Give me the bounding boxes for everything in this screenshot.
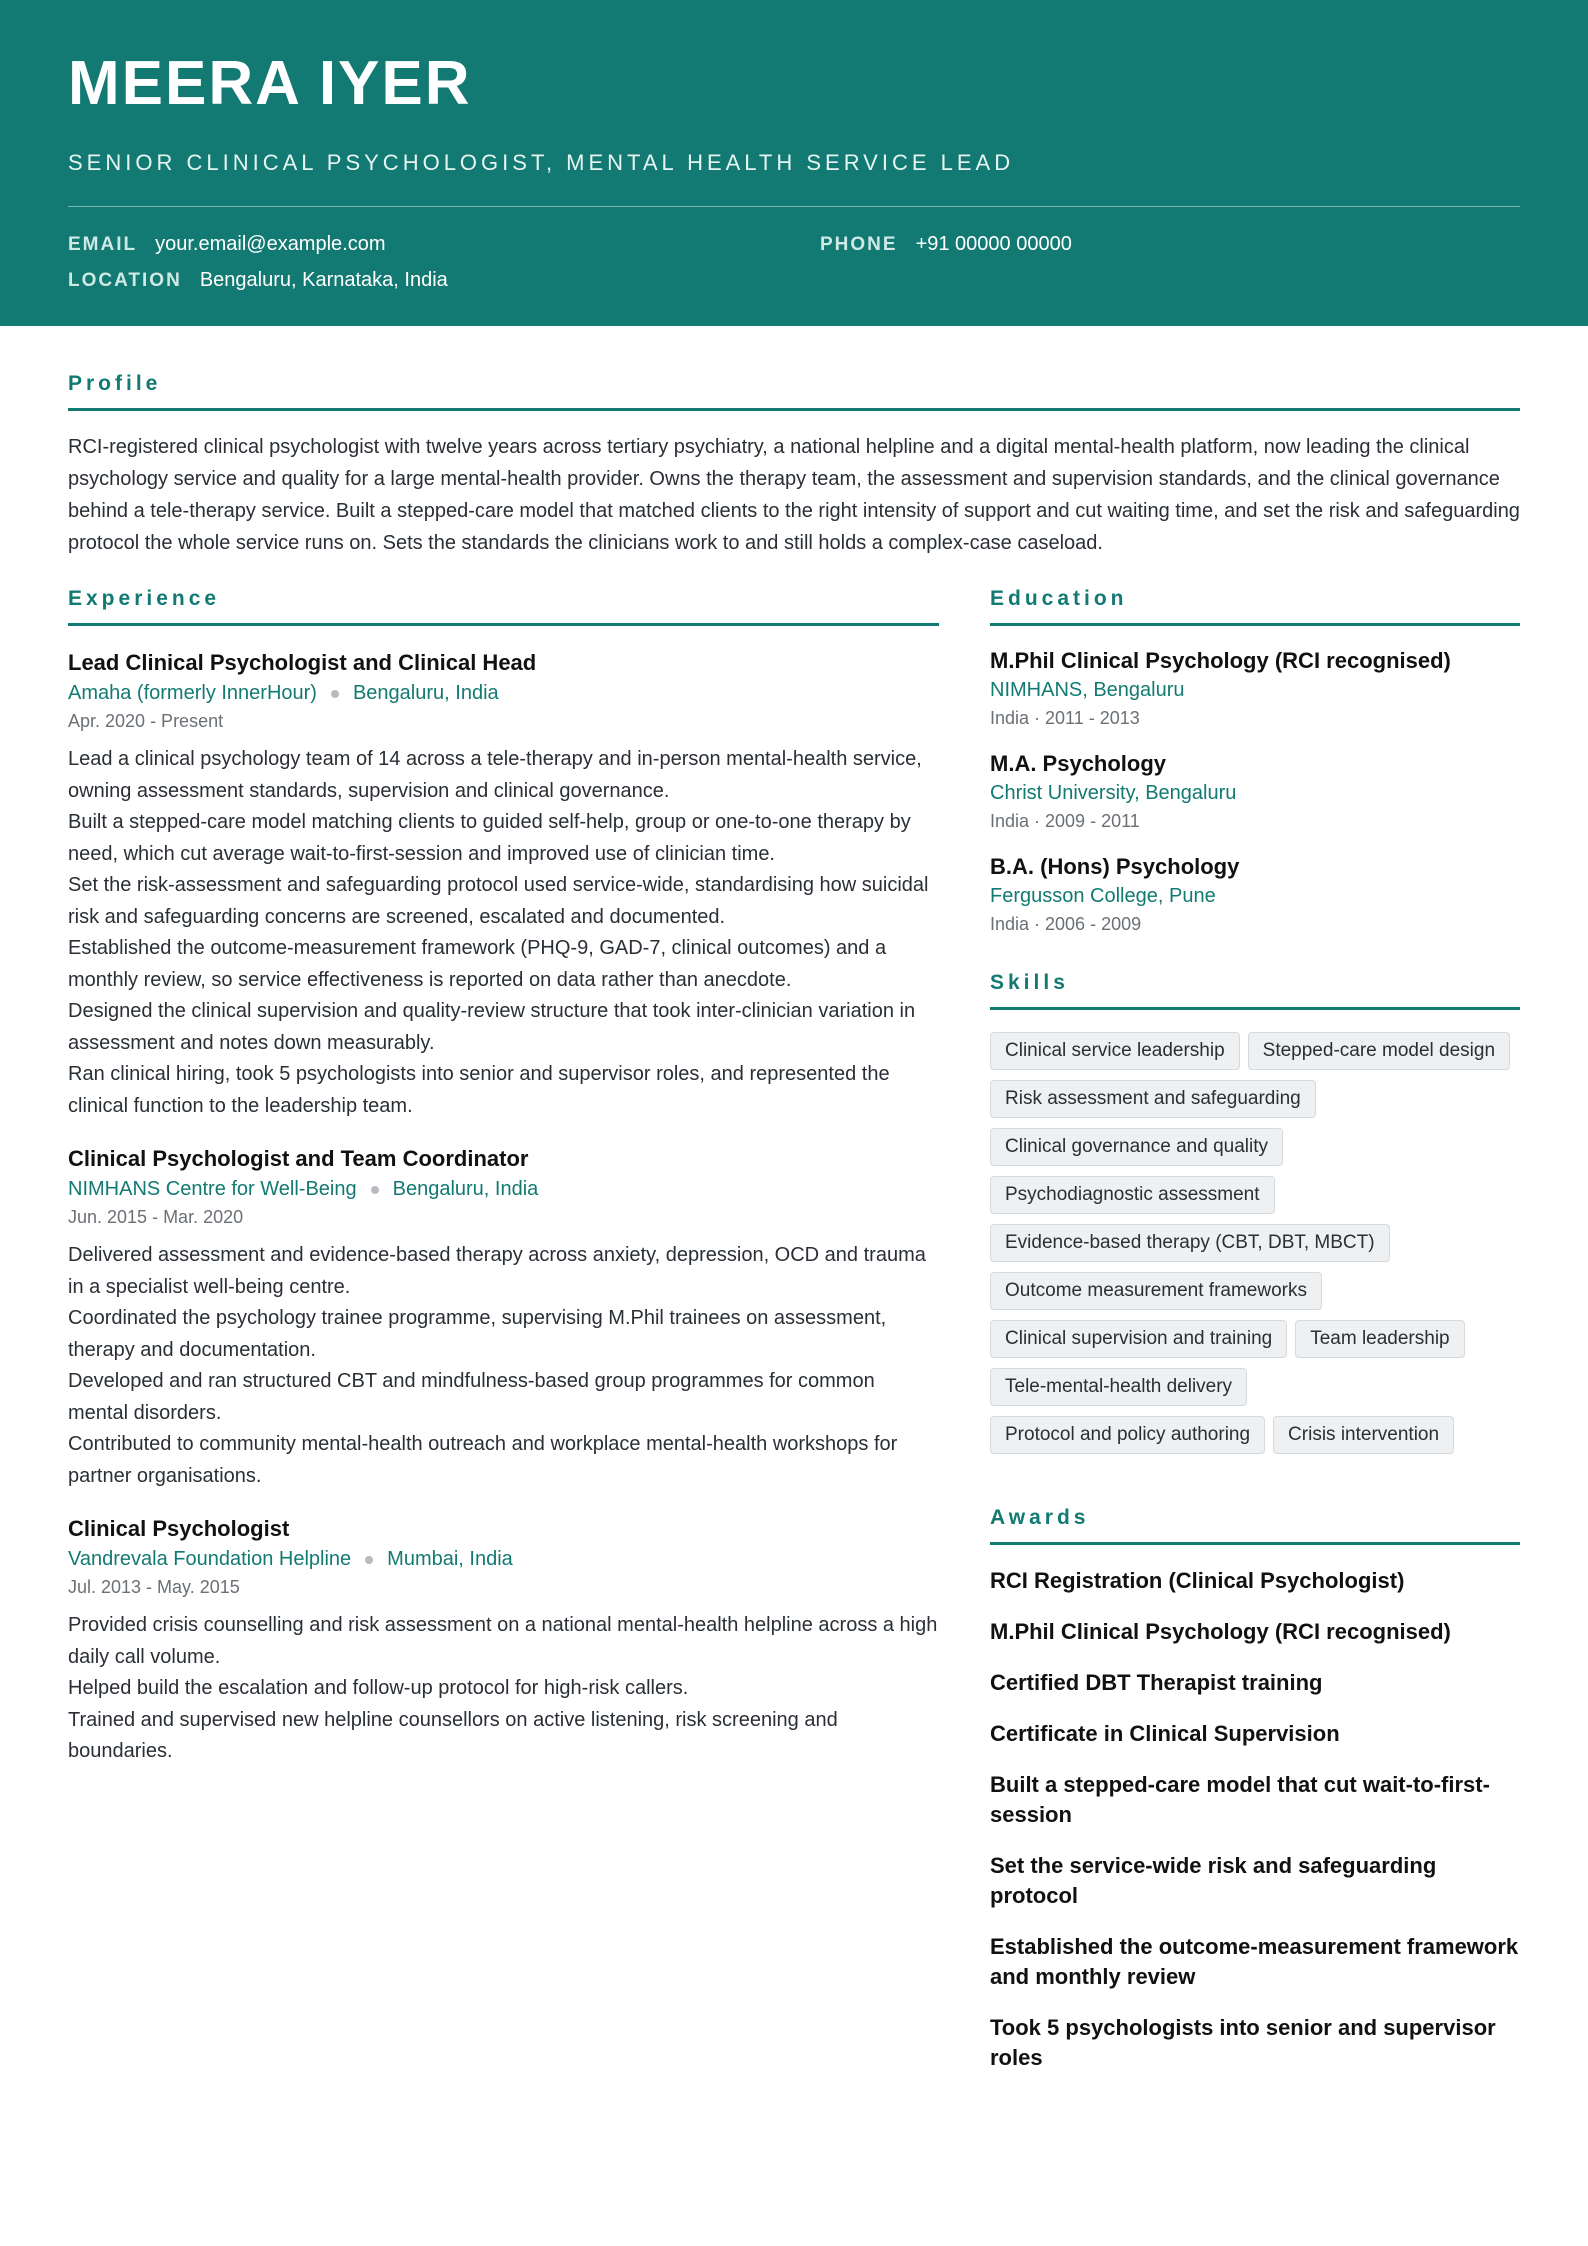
skill-chip: Stepped-care model design <box>1248 1032 1510 1070</box>
profile-heading: Profile <box>68 372 1520 411</box>
header-divider <box>68 206 1520 207</box>
job-location: Mumbai, India <box>387 1548 513 1570</box>
job-bullet: Set the risk-assessment and safeguarding protocol used service-wide, standardising how suicidal risk and safeguarding concerns are screened, escalated and documented. <box>68 874 929 928</box>
job-title: Clinical Psychologist and Team Coordinator <box>68 1146 529 1171</box>
experience-heading: Experience <box>68 587 939 626</box>
job-bullets <box>68 1240 939 1492</box>
profile-section <box>68 372 1520 559</box>
left-column <box>68 587 939 2073</box>
experience-section <box>68 587 939 1768</box>
job-bullets <box>68 1610 939 1768</box>
job-meta <box>68 682 939 705</box>
resume-body <box>0 372 1588 2073</box>
job-bullet: Helped build the escalation and follow-up protocol for high-risk callers. <box>68 1677 689 1699</box>
education-degree: B.A. (Hons) Psychology <box>990 854 1240 879</box>
job-company: Vandrevala Foundation Helpline <box>68 1548 352 1570</box>
education-section <box>990 587 1520 935</box>
education-school: Fergusson College, Pune <box>990 885 1216 907</box>
award-item: Built a stepped-care model that cut wait-to-first-session <box>990 1772 1490 1827</box>
job-bullet: Developed and ran structured CBT and mindfulness-based group programmes for common mental disorders. <box>68 1370 875 1424</box>
education-heading: Education <box>990 587 1520 626</box>
education-school: Christ University, Bengaluru <box>990 782 1237 804</box>
education-meta: India · 2006 - 2009 <box>990 914 1142 934</box>
two-column-layout <box>68 587 1520 2073</box>
contact-info <box>68 233 1520 305</box>
job-bullet: Trained and supervised new helpline counsellors on active listening, risk screening and boundaries. <box>68 1708 838 1762</box>
skill-chip: Outcome measurement frameworks <box>990 1272 1322 1310</box>
award-item: RCI Registration (Clinical Psychologist) <box>990 1568 1405 1593</box>
phone-label: PHONE <box>820 234 898 255</box>
job-bullet: Ran clinical hiring, took 5 psychologists into senior and supervisor roles, and represented the clinical function to the leadership team. <box>68 1063 890 1117</box>
award-item: Set the service-wide risk and safeguarding protocol <box>990 1853 1437 1908</box>
job-bullet: Contributed to community mental-health outreach and workplace mental-health workshops for partner organisations. <box>68 1433 898 1487</box>
job-bullet: Built a stepped-care model matching clients to guided self-help, group or one-to-one therapy by need, which cut average wait-to-first-session and improved use of clinician time. <box>68 811 911 865</box>
award-item: Certified DBT Therapist training <box>990 1670 1323 1695</box>
email-label: EMAIL <box>68 234 138 255</box>
job-bullet: Established the outcome-measurement framework (PHQ-9, GAD-7, clinical outcomes) and a monthly review, so service effectiveness is reported on data rather than anecdote. <box>68 937 887 991</box>
skill-chip: Protocol and policy authoring <box>990 1416 1265 1454</box>
job-meta <box>68 1548 939 1571</box>
award-item: Took 5 psychologists into senior and supervisor roles <box>990 2015 1496 2070</box>
contact-location <box>68 269 448 292</box>
awards-heading: Awards <box>990 1506 1520 1545</box>
awards-section <box>990 1506 1520 2073</box>
education-degree: M.A. Psychology <box>990 751 1167 776</box>
job-company: Amaha (formerly InnerHour) <box>68 682 317 704</box>
skill-chip: Clinical supervision and training <box>990 1320 1287 1358</box>
skill-chip: Risk assessment and safeguarding <box>990 1080 1316 1118</box>
education-meta: India · 2009 - 2011 <box>990 811 1140 831</box>
job-company: NIMHANS Centre for Well-Being <box>68 1178 357 1200</box>
email-value[interactable]: your.email@example.com <box>155 233 386 255</box>
education-degree: M.Phil Clinical Psychology (RCI recognised) <box>990 648 1451 673</box>
job-bullet: Coordinated the psychology trainee programme, supervising M.Phil trainees on assessment, therapy and documentation. <box>68 1307 887 1361</box>
job-bullets <box>68 744 939 1122</box>
job-bullet: Designed the clinical supervision and quality-review structure that took inter-clinician variation in assessment and notes down measurably. <box>68 1000 916 1054</box>
education-meta: India · 2011 - 2013 <box>990 708 1140 728</box>
job-dates: Apr. 2020 - Present <box>68 711 224 731</box>
job-bullet: Delivered assessment and evidence-based therapy across anxiety, depression, OCD and trauma in a specialist well-being centre. <box>68 1244 926 1298</box>
skills-list <box>990 1032 1520 1464</box>
skill-chip: Psychodiagnostic assessment <box>990 1176 1275 1214</box>
skill-chip: Clinical service leadership <box>990 1032 1240 1070</box>
job-bullet: Lead a clinical psychology team of 14 across a tele-therapy and in-person mental-health service, owning assessment standards, supervision and clinical governance. <box>68 748 922 802</box>
education-entry <box>990 852 1520 935</box>
profile-summary: RCI-registered clinical psychologist with twelve years across tertiary psychiatry, a national helpline and a digital mental-health platform, now leading the clinical psychology service and quality for a large mental-health provider. Owns the therapy team, the assessment and supervision standards, and the clinical governance behind a tele-therapy service. Built a stepped-care model that matched clients to the right intensity of support and cut waiting time, and set the risk and safeguarding protocol the whole service runs on. Sets the standards the clinicians work to and still holds a complex-case caseload. <box>68 436 1520 554</box>
skill-chip: Crisis intervention <box>1273 1416 1454 1454</box>
job-location: Bengaluru, India <box>392 1178 539 1200</box>
resume-header <box>0 0 1588 326</box>
award-item: Certificate in Clinical Supervision <box>990 1721 1340 1746</box>
contact-email <box>68 233 386 256</box>
job-location: Bengaluru, India <box>352 682 499 704</box>
separator-dot-icon <box>365 1556 373 1564</box>
separator-dot-icon <box>331 690 339 698</box>
candidate-name: MEERA IYER <box>68 49 472 118</box>
job-meta <box>68 1178 939 1201</box>
skill-chip: Team leadership <box>1295 1320 1464 1358</box>
separator-dot-icon <box>371 1186 379 1194</box>
right-column <box>990 587 1520 2073</box>
education-entry <box>990 749 1520 832</box>
contact-phone <box>820 233 1072 256</box>
education-school: NIMHANS, Bengaluru <box>990 679 1185 701</box>
education-entry <box>990 646 1520 729</box>
job-title: Clinical Psychologist <box>68 1516 290 1541</box>
location-label: LOCATION <box>68 270 182 291</box>
phone-value[interactable]: +91 00000 00000 <box>915 233 1072 255</box>
location-value: Bengaluru, Karnataka, India <box>199 269 448 291</box>
skills-heading: Skills <box>990 971 1520 1010</box>
award-item: M.Phil Clinical Psychology (RCI recognised) <box>990 1619 1451 1644</box>
job-entry <box>68 1144 939 1492</box>
award-item: Established the outcome-measurement framework and monthly review <box>990 1934 1519 1989</box>
skills-section <box>990 971 1520 1464</box>
skill-chip: Evidence-based therapy (CBT, DBT, MBCT) <box>990 1224 1390 1262</box>
job-dates: Jun. 2015 - Mar. 2020 <box>68 1207 244 1227</box>
job-dates: Jul. 2013 - May. 2015 <box>68 1577 240 1597</box>
job-entry <box>68 648 939 1122</box>
skill-chip: Clinical governance and quality <box>990 1128 1283 1166</box>
candidate-title: SENIOR CLINICAL PSYCHOLOGIST, MENTAL HEALTH SERVICE LEAD <box>68 150 1015 175</box>
job-title: Lead Clinical Psychologist and Clinical Head <box>68 650 537 675</box>
skill-chip: Tele-mental-health delivery <box>990 1368 1247 1406</box>
job-entry <box>68 1514 939 1768</box>
job-bullet: Provided crisis counselling and risk assessment on a national mental-health helpline across a high daily call volume. <box>68 1614 938 1668</box>
